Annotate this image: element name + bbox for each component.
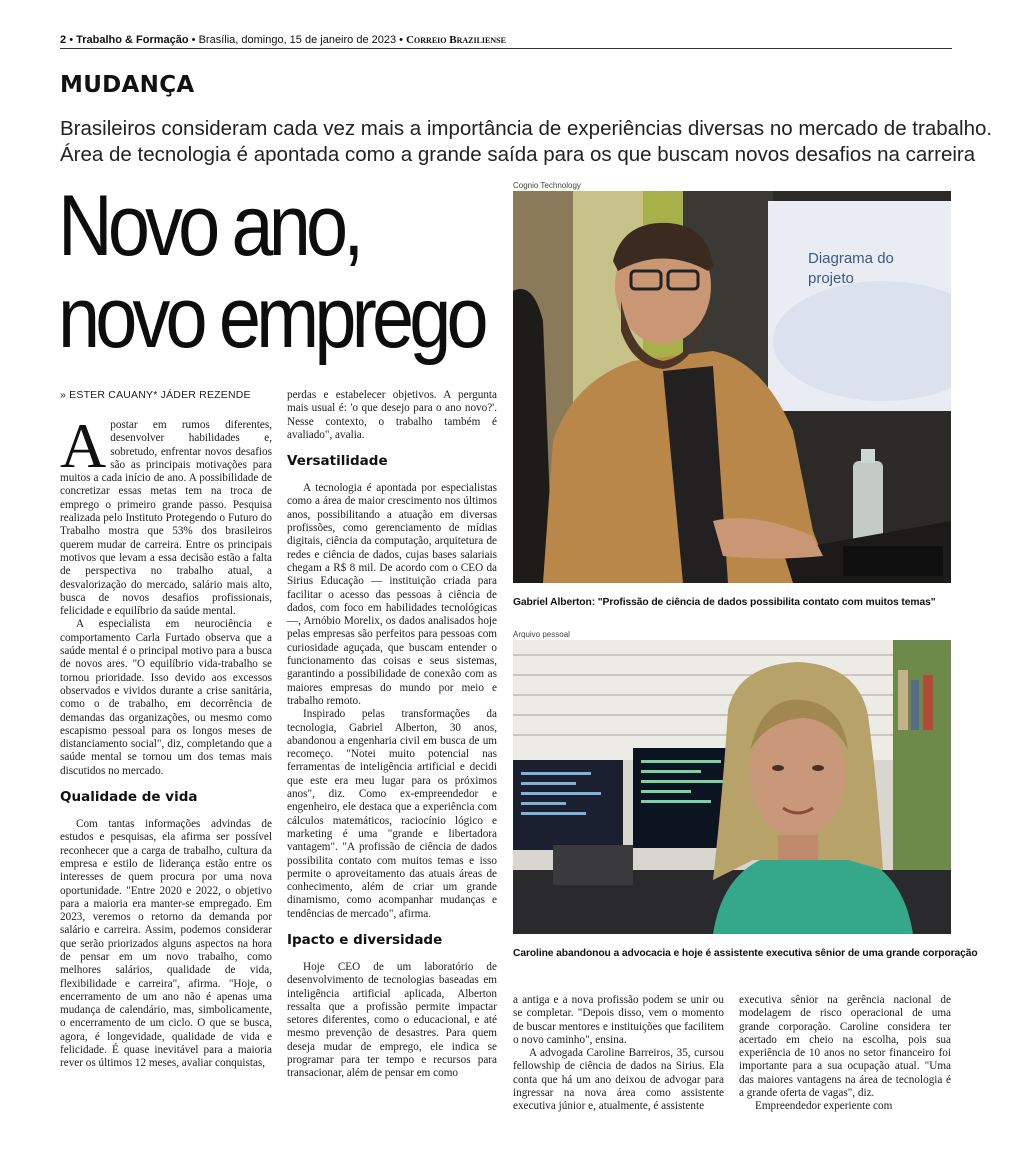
photo-gabriel [513, 191, 951, 583]
slide-text-line-2: projeto [808, 270, 854, 287]
paragraph: A tecnologia é apontada por especialistas como a área de maior crescimento nos últimos anos, possibilitando a atuação em diversas profissões, como gerenciamento de mídias digitais, ciência da computação, arquitetura de redes e ciência de dados, cujas bases salariais chegam a R$ 8 mil. De acordo com o CEO da Sirius Educação — instituição criada para facilitar o acesso das pessoas à ciência de dados, com foco em habilidades tecnológicas —, Arnóbio Morelix, os dados analisados hoje pelas empresas são perfeitos para pessoas com curiosidade aguçada, que buscam entender o funcionamento das coisas e seus sistemas, garantindo a possibilidade de conexão com as maiores empresas do mundo por meio e trabalho remoto. [287, 482, 497, 707]
paragraph: Hoje CEO de um laboratório de desenvolvimento de tecnologias baseadas em inteligência artificial aplicada, Alberton ressalta que a profissão permite impactar setores diferentes, como o educacional, e até mesmo prevenção de desastres. Para quem deseja mudar de emprego, ele indica se programar para ter tempo e recursos para transacionar, além de pensar em como [287, 960, 497, 1080]
subhead-versatilidade: Versatilidade [287, 453, 388, 470]
subhead-qualidade-de-vida: Qualidade de vida [60, 789, 198, 806]
folio-line [60, 33, 952, 47]
photo-caroline [513, 640, 951, 934]
photo2-caption: Caroline abandonou a advocacia e hoje é assistente executiva sênior de uma grande corporação [513, 948, 978, 959]
paragraph: perdas e estabelecer objetivos. A pergunta mais usual é: 'o que desejo para o ano novo?'. Nesse contexto, o trabalho também é avaliado", avalia. [287, 389, 497, 441]
slide-text-line-1: Diagrama do [808, 250, 894, 267]
paragraph: A especialista em neurociência e comportamento Carla Furtado observa que a saúde mental é o principal motivo para a busca de novos ares. "O equilíbrio vida-trabalho se tornou prioridade. Isso devido aos excessos observados e vividos durante a crise sanitária, como o de trabalho, em decorrência de demandas das organizações, ou mesmo como escapismo pessoal para os longos meses de distanciamento social", diz, completando que a saúde mental se tornou um dos temas mais discutidos no mercado. [60, 618, 272, 777]
photo-gabriel-illustration [513, 191, 951, 583]
paragraph [60, 410, 272, 618]
top-rule [60, 48, 952, 49]
paragraph: Empreendedor experiente com [755, 1100, 893, 1113]
paragraph: executiva sênior na gerência nacional de modelagem de risco operacional de uma grande corporação. Caroline considera ter acertado em cheio na escolha, pois sua experiência de 10 anos no setor financeiro foi importante para a sua ocupação atual. "Uma das maiores vantagens na área de tecnologia é a grande oferta de vagas", diz. [739, 994, 951, 1100]
page-number: 2 [60, 34, 67, 46]
photo-caroline-illustration [513, 640, 951, 934]
photo1-caption: Gabriel Alberton: "Profissão de ciência de dados possibilita contato com muitos temas" [513, 597, 936, 608]
subhead-line-2: Área de tecnologia é apontada como a grande saída para os que buscam novos desafios na carreira [60, 143, 976, 166]
photo1-credit: Cognio Technology [513, 181, 581, 190]
section-name: Trabalho & Formação [76, 34, 189, 46]
folio-bullet: • [69, 34, 77, 46]
paragraph: A advogada Caroline Barreiros, 35, cursou fellowship de ciência de dados na Sirius. Ela conta que há um ano deixou de advogar para ingressar na nova área como assistente executiva júnior e, atualmente, é assistente [513, 1047, 724, 1113]
headline [58, 178, 484, 366]
article-column-1 [60, 410, 272, 1071]
folio-bullet: • [399, 34, 407, 46]
newspaper-brand: Correio Braziliense [406, 34, 506, 46]
folio-bullet: • [191, 34, 196, 46]
paragraph: a antiga e a nova profissão podem se unir ou se completar. "Depois disso, vem o momento de buscar mentores e instituições que facilitem o novo caminho", ensina. [513, 994, 724, 1046]
dateline: Brasília, domingo, 15 de janeiro de 2023 [198, 34, 397, 46]
headline-line-1: Novo ano, [58, 178, 360, 274]
headline-line-2: novo emprego [58, 270, 484, 366]
paragraph: Com tantas informações advindas de estudos e pesquisas, ela afirma ser possível reconhecer que a carga de trabalho, cultura da empresa e estilo de liderança estão entre os interesses de quem procura por uma nova oportunidade. "Entre 2020 e 2022, o objetivo para a maioria era manter-se empregado. Em 2023, veremos o retorno da demanda por salário e carreira. Assim, podemos considerar que serão priorizados alguns aspectos na hora de pensar em um novo trabalho, como melhores salários, qualidade de vida, flexibilidade e carreira", afirma. "Hoje, o encerramento de um ano não é apenas uma mudança de calendário, mas, simbolicamente, o encerramento de um ciclo. O que se busca, agora, é longevidade, qualidade de vida e felicidade. É quase inevitável para a maioria rever os últimos 12 meses, avaliar conquistas, [60, 818, 272, 1070]
article-column-4 [739, 994, 951, 1114]
kicker: MUDANÇA [60, 72, 195, 98]
photo2-credit: Arquivo pessoal [513, 630, 570, 639]
subhead-line-1: Brasileiros consideram cada vez mais a importância de experiências diversas no mercado de trabalho. [60, 117, 993, 140]
subhead-impacto-e-diversidade: Ipacto e diversidade [287, 931, 443, 948]
dropcap: A [60, 410, 107, 481]
article-column-2 [287, 389, 497, 1081]
byline: » ESTER CAUANY* JÁDER REZENDE [60, 389, 251, 401]
paragraph-text: postar em rumos diferentes, desenvolver habilidades e, sobretudo, enfrentar novos desafios são as principais motivações para muitos a cada início de ano. A possibilidade de concretizar essas metas tem na troca de emprego o primeiro grande passo. Pesquisa realizada pelo Instituto Protegendo o Futuro do Trabalho mostra que 53% dos brasileiros querem mudar de carreira. Entre os principais motivos que levam a essa decisão estão a falta de perspectiva no trabalho atual, a desvalorização do mercado, salário mais alto, busca de novos desafios profissionais, felicidade e equilíbrio da saúde mental. [60, 419, 272, 618]
paragraph: Inspirado pelas transformações da tecnologia, Gabriel Alberton, 30 anos, abandonou a engenharia civil em busca de um recomeço. "Notei muito potencial nas ferramentas de inteligência artificial e decidi que este era meu lugar para os próximos anos", diz. Como ex-empreendedor e engenheiro, ele destaca que a experiência com cálculos matemáticos, raciocínio lógico e marketing é uma "grande e libertadora vantagem". "A profissão de ciência de dados possibilita contato com muitos temas e isso permite o aproveitamento das atuais áreas de conhecimento, além de criar um grande dinamismo, como acompanhar mudanças e tendências de mercado", afirma. [287, 708, 497, 920]
article-column-3 [513, 994, 724, 1114]
